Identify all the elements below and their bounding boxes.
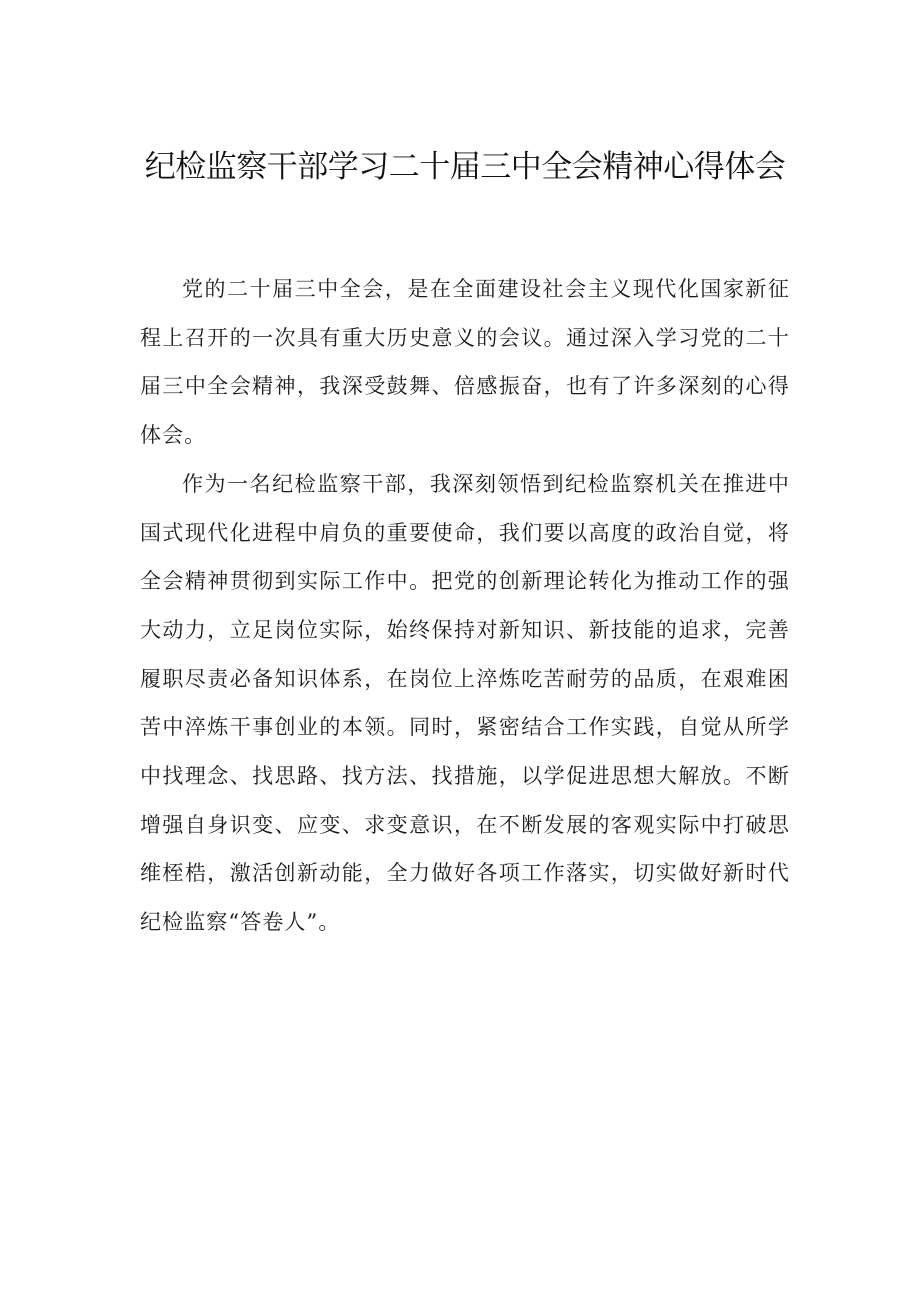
document-body	[140, 265, 790, 947]
document-title: 纪检监察干部学习二十届三中全会精神心得体会	[144, 149, 786, 185]
paragraph-1: 党的二十届三中全会，是在全面建设社会主义现代化国家新征程上召开的一次具有重大历史意义的会议。通过深入学习党的二十届三中全会精神，我深受鼓舞、倍感振奋，也有了许多深刻的心得体会。	[140, 277, 790, 448]
paragraph-2: 作为一名纪检监察干部，我深刻领悟到纪检监察机关在推进中国式现代化进程中肩负的重要使命，我们要以高度的政治自觉，将全会精神贯彻到实际工作中。把党的创新理论转化为推动工作的强大动力，立足岗位实际，始终保持对新知识、新技能的追求，完善履职尽责必备知识体系，在岗位上淬炼吃苦耐劳的品质，在艰难困苦中淬炼干事创业的本领。同时，紧密结合工作实践，自觉从所学中找理念、找思路、找方法、找措施，以学促进思想大解放。不断增强自身识变、应变、求变意识，在不断发展的客观实际中打破思维桎梏，激活创新动能，全力做好各项工作落实，切实做好新时代纪检监察“答卷人”。	[140, 471, 790, 935]
